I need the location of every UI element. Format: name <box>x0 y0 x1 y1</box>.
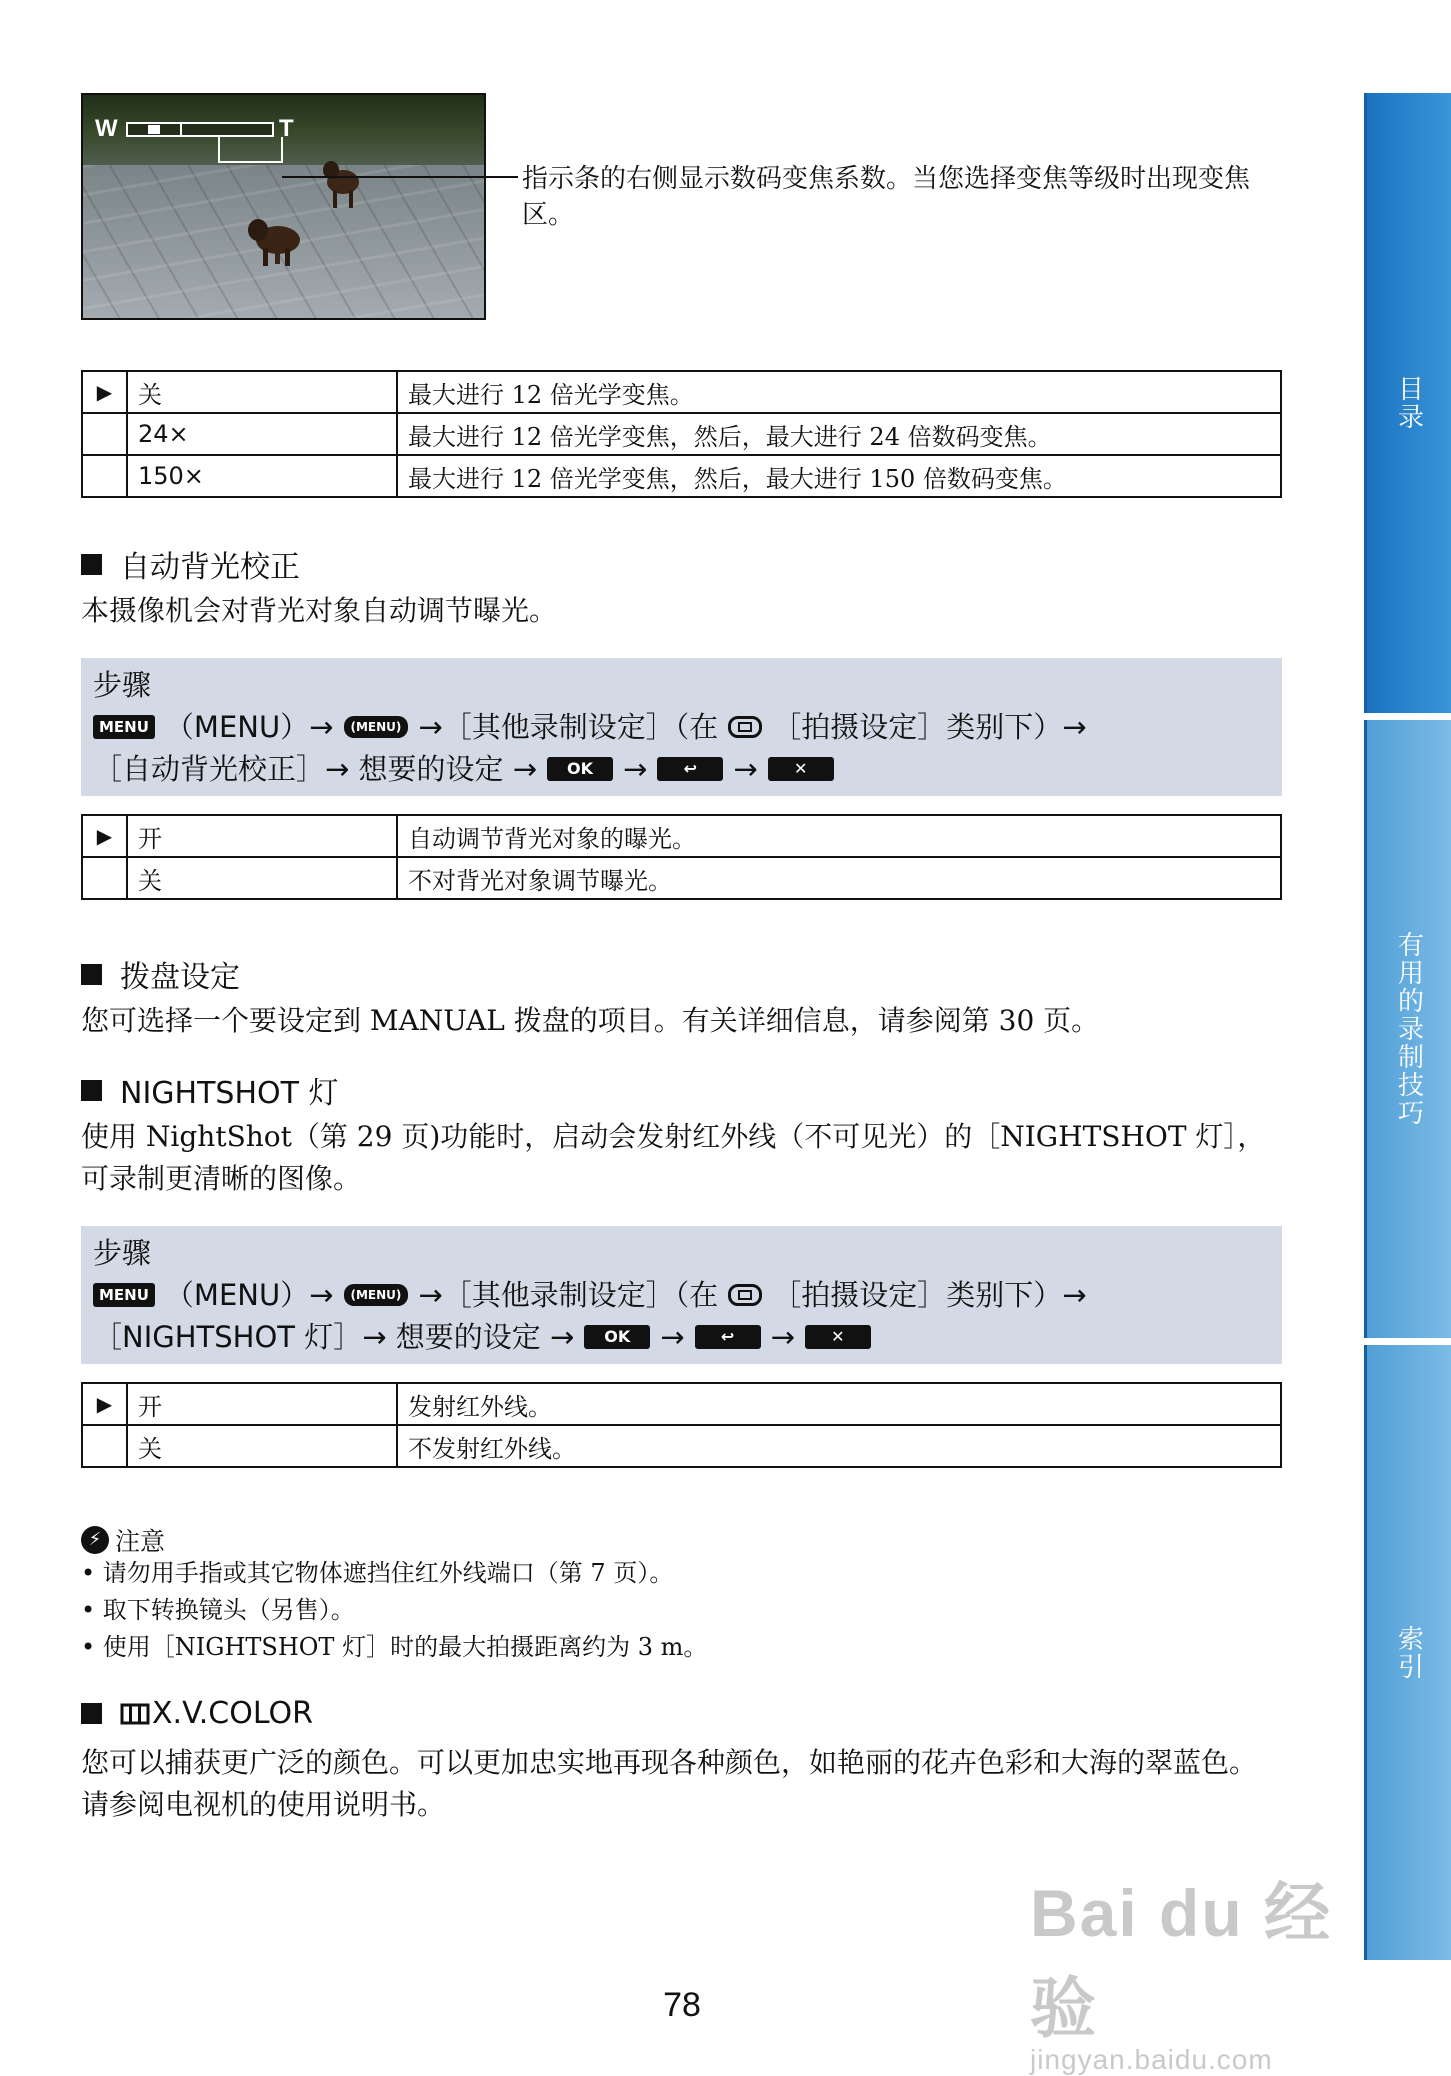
step-text: ［自动背光校正］→ 想要的设定 → <box>93 752 538 786</box>
tab-contents[interactable] <box>1364 93 1451 713</box>
step-text: （MENU）→ <box>164 1278 334 1312</box>
tab-index[interactable] <box>1364 1345 1451 1960</box>
option-description: 最大进行 12 倍光学变焦，然后，最大进行 24 倍数码变焦。 <box>397 413 1281 455</box>
option-description: 不对背光对象调节曝光。 <box>397 857 1281 899</box>
step-label: 步骤 <box>93 668 152 702</box>
tab-label: 有用的录制技巧 <box>1393 931 1424 1127</box>
step-label: 步骤 <box>93 1236 152 1270</box>
option-description: 最大进行 12 倍光学变焦，然后，最大进行 150 倍数码变焦。 <box>397 455 1281 497</box>
default-marker <box>82 1425 127 1467</box>
arrow-text: → <box>623 752 648 786</box>
heading-text: NIGHTSHOT 灯 <box>120 1076 339 1111</box>
option-name: 开 <box>127 815 397 857</box>
callout-leader-line <box>282 161 518 178</box>
zoom-tele-label: T <box>279 115 294 142</box>
step-box-backlight <box>81 658 1282 796</box>
heading-square-icon <box>81 1703 102 1724</box>
table-row <box>82 455 1281 497</box>
ok-key-icon: OK <box>584 1325 650 1349</box>
default-marker <box>82 857 127 899</box>
film-icon <box>120 1702 150 1726</box>
default-marker: ▶ <box>82 1383 127 1425</box>
tab-label: 目录 <box>1393 375 1424 431</box>
menu-list-icon: (MENU) <box>344 1284 409 1306</box>
return-key-icon: ↩ <box>695 1325 761 1349</box>
heading-square-icon <box>81 964 102 985</box>
step-text: ［NIGHTSHOT 灯］→ 想要的设定 → <box>93 1320 575 1354</box>
list-item: • 取下转换镜头（另售）。 <box>81 1592 707 1629</box>
notes-heading <box>81 1522 165 1558</box>
step-text: （MENU）→ <box>164 710 334 744</box>
table-row <box>82 1425 1281 1467</box>
table-row <box>82 371 1281 413</box>
arrow-text: → <box>660 1320 685 1354</box>
table-row <box>82 815 1281 857</box>
watermark-url: jingyan.baidu.com <box>1030 2044 1273 2075</box>
step-text: ［拍摄设定］类别下）→ <box>772 710 1087 744</box>
step-box-nightshot <box>81 1226 1282 1364</box>
digital-zoom-bracket <box>218 137 283 163</box>
watermark-logo: Bai du 经验 <box>1030 1876 1333 2045</box>
section-heading-dial <box>81 952 240 996</box>
heading-text: 自动背光校正 <box>120 550 300 585</box>
warning-icon: ⚡ <box>81 1526 109 1554</box>
zoom-indicator-bar <box>126 122 274 137</box>
zoom-wide-label: W <box>95 115 118 142</box>
list-item: • 请勿用手指或其它物体遮挡住红外线端口（第 7 页）。 <box>81 1555 707 1592</box>
heading-square-icon <box>81 1080 102 1101</box>
option-name: 关 <box>127 857 397 899</box>
section-heading-backlight <box>81 542 300 586</box>
menu-list-icon: (MENU) <box>344 716 409 738</box>
tab-label: 索引 <box>1393 1624 1424 1681</box>
heading-text: 拨盘设定 <box>120 960 240 995</box>
zoom-screenshot <box>81 93 486 320</box>
close-key-icon: ✕ <box>768 757 834 781</box>
zoom-callout-text: 指示条的右侧显示数码变焦系数。当您选择变焦等级时出现变焦区。 <box>522 164 1251 230</box>
camera-settings-icon <box>728 716 762 738</box>
option-name: 关 <box>127 371 397 413</box>
option-description: 最大进行 12 倍光学变焦。 <box>397 371 1281 413</box>
step-text: →［其他录制设定］（在 <box>418 1278 719 1312</box>
arrow-text: → <box>770 1320 795 1354</box>
table-row <box>82 857 1281 899</box>
page-number: 78 <box>663 1986 701 2024</box>
dial-description: 您可选择一个要设定到 MANUAL 拨盘的项目。有关详细信息，请参阅第 30 页。 <box>81 1004 1100 1037</box>
digital-zoom-options-table <box>81 370 1282 498</box>
option-description: 发射红外线。 <box>397 1383 1281 1425</box>
option-name: 关 <box>127 1425 397 1467</box>
option-name: 开 <box>127 1383 397 1425</box>
arrow-text: → <box>733 752 758 786</box>
heading-square-icon <box>81 554 102 575</box>
default-marker: ▶ <box>82 371 127 413</box>
camera-settings-icon <box>728 1284 762 1306</box>
notes-title: 注意 <box>115 1527 166 1556</box>
notes-list <box>81 1555 707 1666</box>
default-marker <box>82 455 127 497</box>
backlight-description: 本摄像机会对背光对象自动调节曝光。 <box>81 594 558 627</box>
nightshot-description: 使用 NightShot（第 29 页)功能时，启动会发射红外线（不可见光）的［NIGHTSHOT 灯］，可录制更清晰的图像。 <box>81 1120 1266 1195</box>
table-row <box>82 1383 1281 1425</box>
tab-recording-tips[interactable] <box>1364 720 1451 1338</box>
table-row <box>82 413 1281 455</box>
option-description: 不发射红外线。 <box>397 1425 1281 1467</box>
step-text: →［其他录制设定］（在 <box>418 710 719 744</box>
default-marker: ▶ <box>82 815 127 857</box>
option-name: 24× <box>127 413 397 455</box>
baidu-watermark <box>1030 1860 1360 2076</box>
menu-button-icon: MENU <box>93 1283 155 1307</box>
option-description: 自动调节背光对象的曝光。 <box>397 815 1281 857</box>
close-key-icon: ✕ <box>805 1325 871 1349</box>
section-heading-nightshot <box>81 1068 339 1112</box>
return-key-icon: ↩ <box>657 757 723 781</box>
menu-button-icon: MENU <box>93 715 155 739</box>
default-marker <box>82 413 127 455</box>
step-text: ［拍摄设定］类别下）→ <box>772 1278 1087 1312</box>
heading-text: X.V.COLOR <box>152 1696 313 1731</box>
ok-key-icon: OK <box>547 757 613 781</box>
list-item: • 使用［NIGHTSHOT 灯］时的最大拍摄距离约为 3 m。 <box>81 1629 707 1666</box>
backlight-options-table <box>81 814 1282 900</box>
xvcolor-description: 您可以捕获更广泛的颜色。可以更加忠实地再现各种颜色，如艳丽的花卉色彩和大海的翠蓝色。请参阅电视机的使用说明书。 <box>81 1746 1258 1821</box>
section-heading-xvcolor <box>81 1696 313 1731</box>
option-name: 150× <box>127 455 397 497</box>
nightshot-options-table <box>81 1382 1282 1468</box>
